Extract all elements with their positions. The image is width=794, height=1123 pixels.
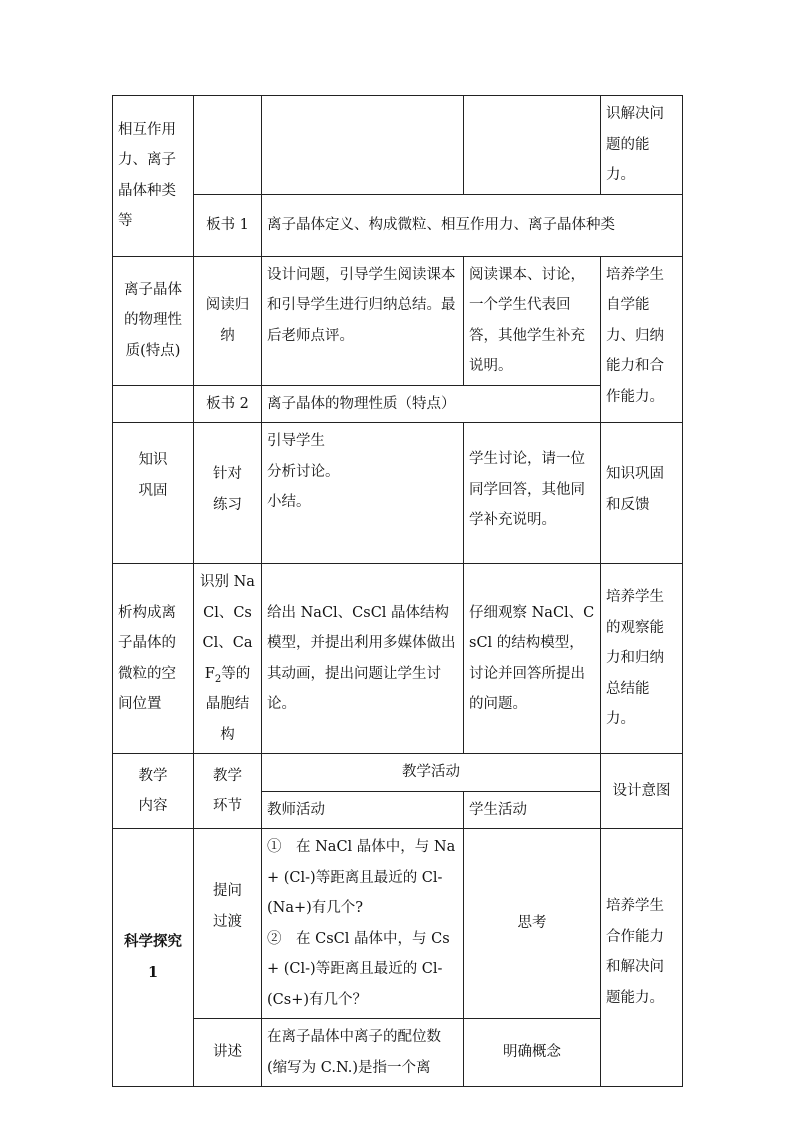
header-content: 教学 内容: [113, 754, 194, 829]
step-cell: 板书 1: [194, 194, 262, 256]
teacher-cell: 在离子晶体中离子的配位数(缩写为 C.N.)是指一个离: [262, 1019, 464, 1087]
student-cell: 仔细观察 NaCl、CsCl 的结构模型，讨论并回答所提出的问题。: [464, 564, 601, 754]
intent-cell: 识解决问题的能力。: [601, 96, 683, 195]
student-cell: 学生讨论，请一位同学回答，其他同学补充说明。: [464, 423, 601, 564]
step-cell: 板书 2: [194, 385, 262, 423]
content-cell: [113, 385, 194, 423]
content-cell: 科学探究 1: [113, 829, 194, 1087]
step-text-a: 识别 NaCl、CsCl、CaF: [200, 574, 255, 682]
teacher-cell: ① 在 NaCl 晶体中，与 Na+ (Cl-)等距离且最近的 Cl- (Na+)有几个? ② 在 CsCl 晶体中，与 Cs+ (Cl-)等距离且最近的 Cl- (Cs+)有几个？: [262, 829, 464, 1019]
step-subscript: 2: [214, 673, 222, 685]
student-cell: 思考: [464, 829, 601, 1019]
step-cell: 针对 练习: [194, 423, 262, 564]
step-cell: 阅读归纳: [194, 256, 262, 385]
student-cell: 阅读课本、讨论，一个学生代表回答，其他学生补充说明。: [464, 256, 601, 385]
header-intent: 设计意图: [601, 754, 683, 829]
intent-cell: 培养学生合作能力和解决问题能力。: [601, 829, 683, 1087]
step-cell: [194, 564, 262, 754]
content-cell: 知识 巩固: [113, 423, 194, 564]
intent-cell: 培养学生的观察能力和归纳总结能力。: [601, 564, 683, 754]
table-row: [113, 829, 683, 1019]
table-row: [113, 96, 683, 195]
teacher-cell: 给出 NaCl、CsCl 晶体结构模型，并提出利用多媒体做出其动画，提出问题让学生讨论。: [262, 564, 464, 754]
teacher-cell: [262, 96, 464, 195]
intent-cell: 知识巩固和反馈: [601, 423, 683, 564]
content-cell: 析构成离子晶体的微粒的空间位置: [113, 564, 194, 754]
student-cell: [464, 96, 601, 195]
step-cell: [194, 96, 262, 195]
header-step: 教学 环节: [194, 754, 262, 829]
teacher-cell: 设计问题，引导学生阅读课本和引导学生进行归纳总结。最后老师点评。: [262, 256, 464, 385]
lesson-plan-table: [112, 95, 683, 1087]
student-cell: 明确概念: [464, 1019, 601, 1087]
content-cell: 相互作用力、离子晶体种类等: [113, 96, 194, 257]
table-row: [113, 423, 683, 564]
table-row: [113, 385, 683, 423]
table-row: [113, 194, 683, 256]
header-row: [113, 754, 683, 792]
intent-cell: 培养学生自学能力、归纳能力和合作能力。: [601, 256, 683, 423]
step-cell: 讲述: [194, 1019, 262, 1087]
step-cell: 提问 过渡: [194, 829, 262, 1019]
table-row: [113, 1019, 683, 1087]
header-teacher: 教师活动: [262, 791, 464, 829]
table-row: [113, 564, 683, 754]
board-note-cell: 离子晶体的物理性质（特点）: [262, 385, 601, 423]
table-row: [113, 256, 683, 385]
board-note-cell: 离子晶体定义、构成微粒、相互作用力、离子晶体种类: [262, 194, 683, 256]
header-student: 学生活动: [464, 791, 601, 829]
content-cell: 离子晶体的物理性质(特点): [113, 256, 194, 385]
header-activity: 教学活动: [262, 754, 601, 792]
step-text-b: 等的晶胞结构: [205, 665, 251, 743]
teacher-cell: 引导学生 分析讨论。 小结。: [262, 423, 464, 564]
